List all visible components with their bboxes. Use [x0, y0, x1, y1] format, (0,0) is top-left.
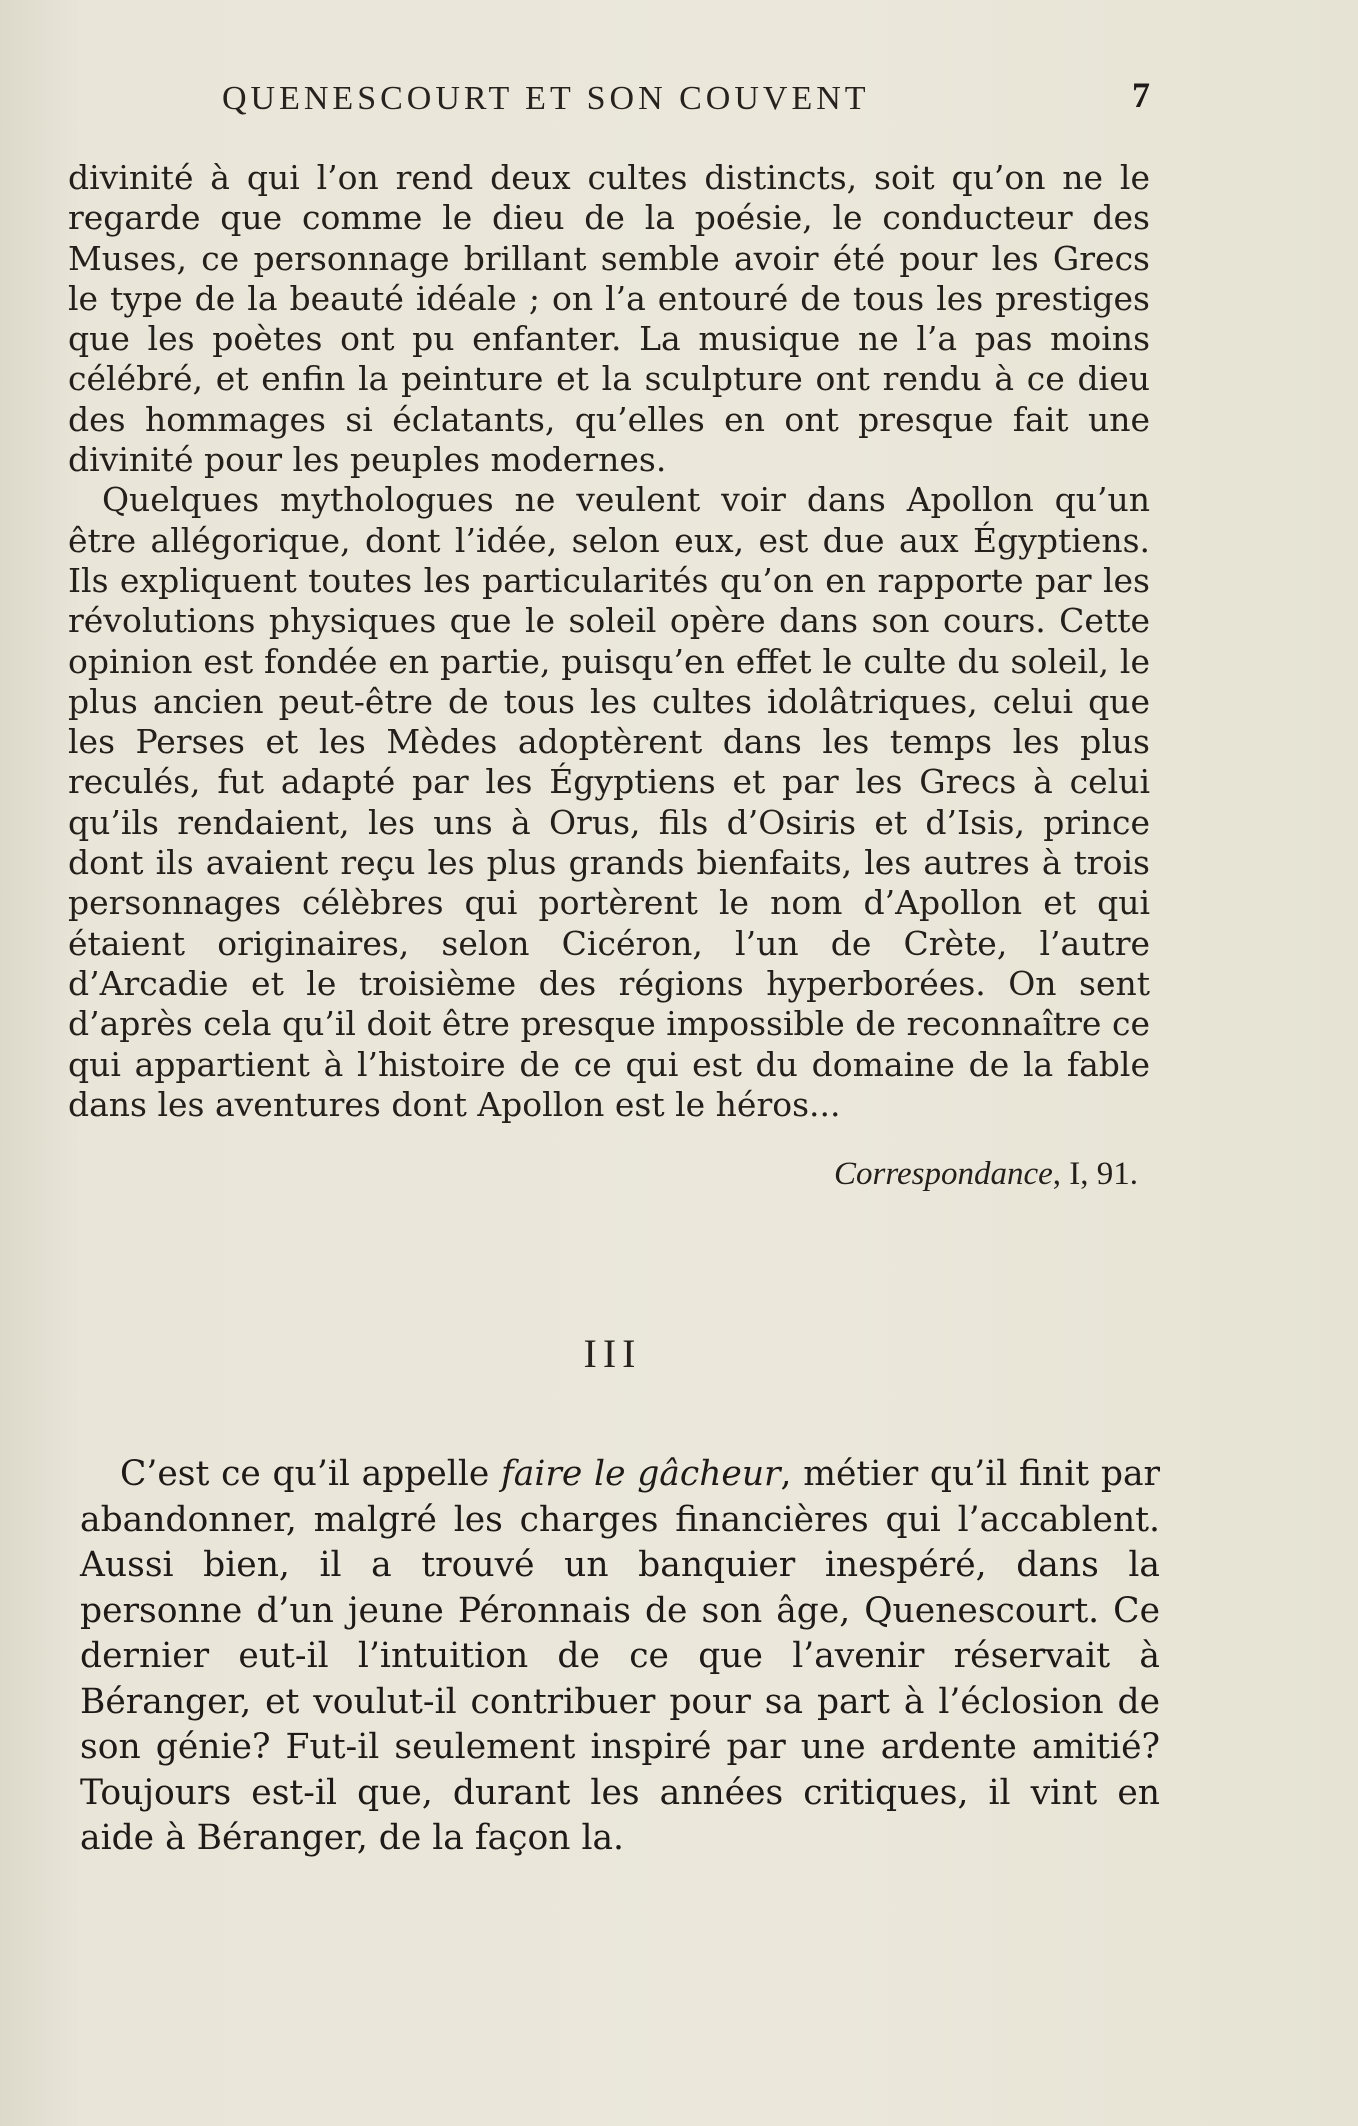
running-title: QUENESCOURT ET SON COUVENT: [222, 80, 870, 117]
citation-source: Correspondance: [833, 1156, 1053, 1192]
quote-paragraph-1: divinité à qui l’on rend deux cultes distincts, soit qu’on ne le regarde que comme le dieu de la poésie, le conducteur des Muses, ce personnage brillant semble avoir été pour les Grecs le type de la beauté idéale ; on l’a entouré de tous les prestiges que les poètes ont pu enfanter. La musique ne l’a pas moins célébré, et enfin la peinture et la sculpture ont rendu à ce dieu des hommages si éclatants, qu’elles en ont presque fait une divinité pour les peuples modernes.: [68, 158, 1150, 480]
page-header: [68, 75, 1150, 130]
body-text-lead: C’est ce qu’il appelle: [120, 1454, 502, 1494]
body-italic-phrase: faire le gâcheur: [501, 1454, 781, 1494]
body-text-continuation: , métier qu’il finit par abandonner, malgré les charges financières qui l’accablent. Aussi bien, il a trouvé un banquier inespéré, dans la personne d’un jeune Péronnais de son âge, Quenescourt. Ce dernier eut-il l’intuition de ce que l’avenir réservait à Béranger, et voulut-il contribuer pour sa part à l’éclosion de son génie? Fut-il seulement inspiré par une ardente amitié? Toujours est-il que, durant les années critiques, il vint en aide à Béranger, de la façon la.: [80, 1454, 1160, 1858]
body-text: [80, 1452, 1160, 1862]
quoted-passage: [68, 158, 1150, 1125]
body-paragraph: [80, 1452, 1160, 1862]
page-number: 7: [1132, 75, 1150, 115]
citation-reference: , I, 91.: [1052, 1156, 1138, 1192]
section-heading: III: [583, 1331, 642, 1376]
citation: [834, 1156, 1138, 1193]
quote-paragraph-2: Quelques mythologues ne veulent voir dans Apollon qu’un être allégorique, dont l’idée, selon eux, est due aux Égyptiens. Ils expliquent toutes les particularités qu’on en rapporte par les révolutions physiques que le soleil opère dans son cours. Cette opinion est fondée en partie, puisqu’en effet le culte du soleil, le plus ancien peut-être de tous les cultes idolâtriques, celui que les Perses et les Mèdes adoptèrent dans les temps les plus reculés, fut adapté par les Égyptiens et par les Grecs à celui qu’ils rendaient, les uns à Orus, fils d’Osiris et d’Isis, prince dont ils avaient reçu les plus grands bienfaits, les autres à trois personnages célèbres qui portèrent le nom d’Apollon et qui étaient originaires, selon Cicéron, l’un de Crète, l’autre d’Arcadie et le troisième des régions hyperborées. On sent d’après cela qu’il doit être presque impossible de reconnaître ce qui appartient à l’histoire de ce qui est du domaine de la fable dans les aventures dont Apollon est le héros...: [68, 480, 1150, 1124]
